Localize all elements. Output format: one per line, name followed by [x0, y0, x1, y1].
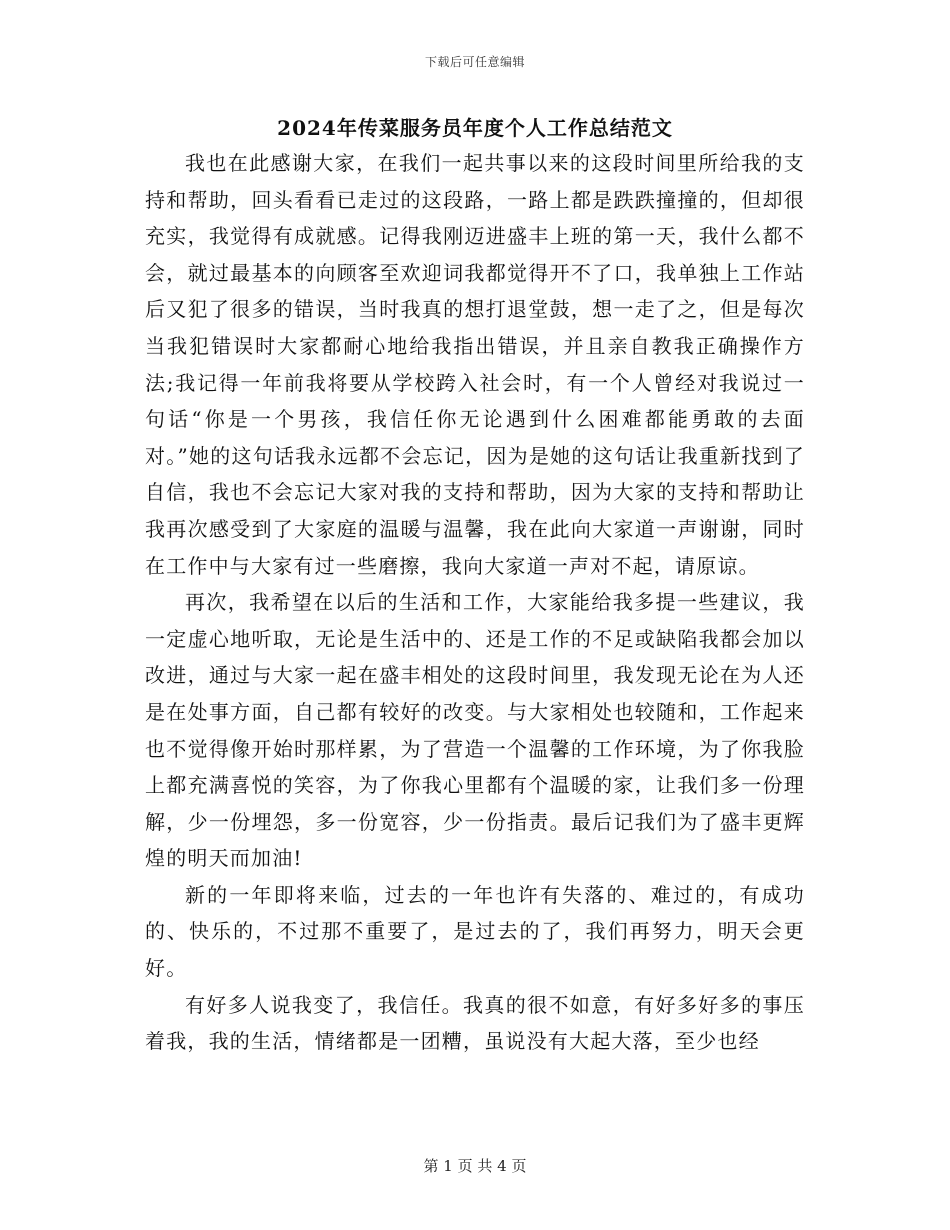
- header-note: 下载后可任意编辑: [424, 55, 525, 69]
- paragraph: 有好多人说我变了，我信任。我真的很不如意，有好多好多的事压着我，我的生活，情绪都是一团糟，虽说没有大起大落，至少也经: [145, 992, 805, 1054]
- paragraph: 我也在此感谢大家，在我们一起共事以来的这段时间里所给我的支持和帮助，回头看看已走过的这段路，一路上都是跌跌撞撞的，但却很充实，我觉得有成就感。记得我刚迈进盛丰上班的第一天，我什么都不会，就过最基本的向顾客至欢迎词我都觉得开不了口，我单独上工作站后又犯了很多的错误，当时我真的想打退堂鼓，想一走了之，但是每次当我犯错误时大家都耐心地给我指出错误，并且亲自教我正确操作方法;我记得一年前我将要从学校跨入社会时，有一个人曾经对我说过一句话“你是一个男孩，我信任你无论遇到什么困难都能勇敢的去面对。”她的这句话我永远都不会忘记，因为是她的这句话让我重新找到了自信，我也不会忘记大家对我的支持和帮助，因为大家的支持和帮助让我再次感受到了大家庭的温暖与温馨，我在此向大家道一声谢谢，同时在工作中与大家有过一些磨擦，我向大家道一声对不起，请原谅。: [145, 151, 805, 578]
- document-title: 2024年传菜服务员年度个人工作总结范文: [277, 116, 673, 140]
- document-body: [145, 145, 805, 1060]
- page-indicator: 第 1 页 共 4 页: [423, 1157, 527, 1175]
- paragraph: 再次，我希望在以后的生活和工作，大家能给我多提一些建议，我一定虚心地听取，无论是生活中的、还是工作的不足或缺陷我都会加以改进，通过与大家一起在盛丰相处的这段时间里，我发现无论在为人还是在处事方面，自己都有较好的改变。与大家相处也较随和，工作起来也不觉得像开始时那样累，为了营造一个温馨的工作环境，为了你我脸上都充满喜悦的笑容，为了你我心里都有个温暖的家，让我们多一份理解，少一份埋怨，多一份宽容，少一份指责。最后记我们为了盛丰更辉煌的明天而加油!: [145, 590, 805, 871]
- paragraph: 新的一年即将来临，过去的一年也许有失落的、难过的，有成功的、快乐的，不过那不重要了，是过去的了，我们再努力，明天会更好。: [145, 882, 805, 981]
